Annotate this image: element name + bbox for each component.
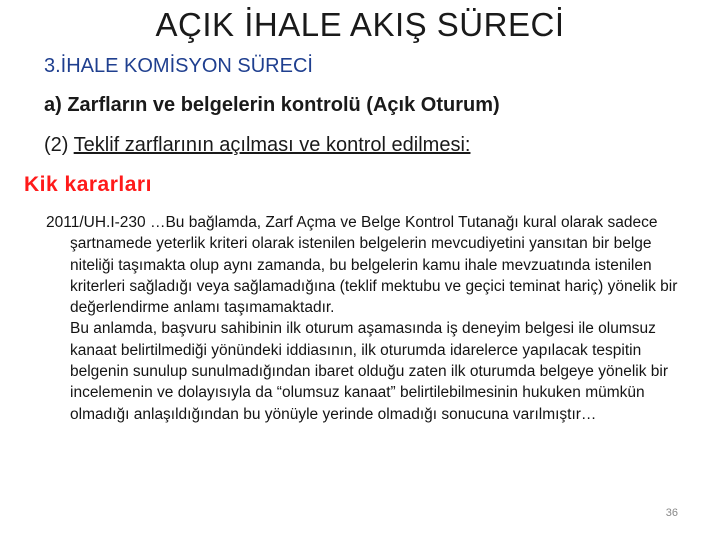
paragraph-1-first-line: 2011/UH.I-230 …Bu bağlamda, Zarf Açma ve Belge Kontrol Tutanağı kural — [46, 214, 557, 231]
paragraph-2: Bu anlamda, başvuru sahibinin ilk oturum aşamasında iş deneyim belgesi ile olumsuz kanaat belirtilmediği yönündeki iddiasının, ilk oturumda idarelerce yapılacak tespitin belgenin sunulup sunulmadığından ibaret olduğu zaten ilk oturumda belgeye yönelik bir incelemenin ve dolayısıyla da “olumsuz kanaat” belirtilebilmesinin hukuken mümkün olmadığı anlaşıldığından bu yönüyle yerinde olmadığı sonucuna varılmıştır… — [70, 320, 669, 423]
kik-decisions-label: Kik kararları — [24, 173, 152, 196]
section-heading: 3.İHALE KOMİSYON SÜRECİ — [44, 55, 313, 77]
item-text: Teklif zarflarının açılması ve kontrol edilmesi: — [73, 134, 471, 156]
item-number: (2) — [44, 134, 69, 156]
item-heading — [44, 134, 470, 157]
paragraph-1-rest: olarak sadece şartnamede yeterlik kriteri olarak istenilen belgelerin mevcudiyetini yansıtan bir belge niteliği taşımakta olup aynı zamanda, bu belgelerin kamu ihale mevzuatında istenilen kriterleri sağladığı veya sağlamadığına (teklif mektubu ve geçici teminat hariç) yönelik bir değerlendirme anlamı taşımamaktadır. — [70, 214, 678, 317]
decision-text — [46, 212, 686, 425]
slide-title: AÇIK İHALE AKIŞ SÜRECİ — [155, 6, 565, 43]
subsection-heading: a) Zarfların ve belgelerin kontrolü (Açık Oturum) — [44, 94, 500, 116]
paragraph-1 — [46, 212, 686, 318]
page-number: 36 — [665, 507, 678, 519]
